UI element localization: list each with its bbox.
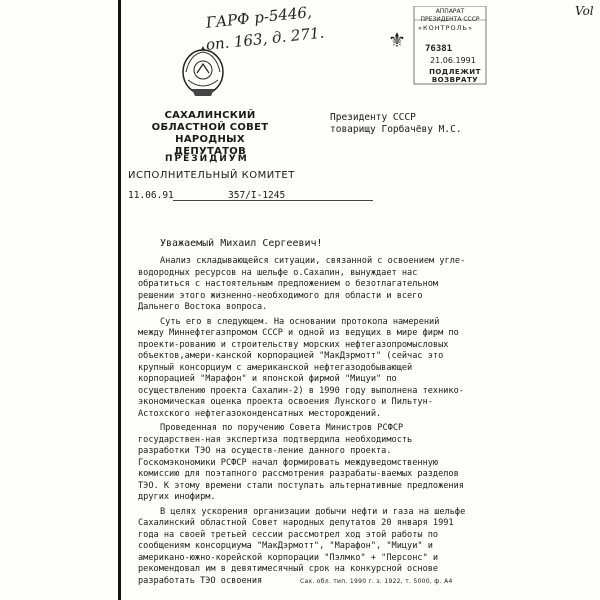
print-footnote: Сах. обл. тип. 1990 г. з. 1922, т. 5000, ф. А4 <box>300 578 453 585</box>
registration-stamp <box>380 6 490 116</box>
stamp-number: 76381 <box>425 44 453 54</box>
salutation: Уважаемый Михаил Сергеевич! <box>160 238 323 249</box>
handwritten-archive-ref-line1: ГАРФ р-5446, <box>205 2 313 32</box>
paragraph-4: В целях ускорения организации добычи нефти и газа на шельфе Сахалинский областной Совет народных депутатов 20 января 1991 года на своей третьей сессии рассмотрел ход этой работы по сообщениям консорциума "МакДэрмотт", "Марафон", "Мицуи" и американо-южно-корейской корпорации "Пэлмко" + "Персонс" и рекомендовал им в девятимесячный срок на конкурсной основе разработать ТЭО освоения <box>138 506 466 586</box>
org-line-2: ОБЛАСТНОЙ СОВЕТ <box>151 122 269 133</box>
coat-of-arms-icon <box>178 42 228 100</box>
underline <box>173 200 373 201</box>
stamp-title: АППАРАТ ПРЕЗИДЕНТА СССР <box>420 8 480 23</box>
org-line-3: НАРОДНЫХ ДЕПУТАТОВ <box>173 134 247 157</box>
stamp-return-notice: ПОДЛЕЖИТ ВОЗВРАТУ <box>429 68 481 84</box>
paragraph-1: Анализ складывающейся ситуации, связанной с освоением угле-водородных ресурсов на шельфе о.Сахалин, вынуждает нас обратиться с настоятельным предложением о безотлагательном решении этого жизненно-необходимого для области и всего Дальнего Востока вопроса. <box>138 256 466 312</box>
document-date: 11.06.91 <box>128 190 174 201</box>
date-and-number-line <box>128 190 286 201</box>
handwritten-archive-ref-line2: оп. 163, д. 271. <box>205 23 326 54</box>
letterhead-presidium: ПРЕЗИДИУМ <box>165 154 249 164</box>
stamp-date: 21.06.1991 <box>430 56 476 65</box>
paragraph-2: Суть его в следующем. На основании протокола намерений между Миннефтегазпромом СССР и одной из ведущих в мире фирм по проекти-рованию и строительству морских нефтегазопромысловых объектов,амери-канской корпорацией "МакДэрмотт" (сейчас это крупный консорциум с американской нефтегазодобывающей корпорацией "Марафон" и японской фирмой "Мицуи" по осуществлению проекта Сахалин-2) в 1990 году выполнена технико-экономическая оценка проекта освоения Лунского и Пильтун-Астохского нефтегазоконденсатных месторождений. <box>138 316 464 419</box>
org-line-1: САХАЛИНСКИЙ <box>164 110 256 121</box>
addressee-line-2: товарищу Горбачёву М.С. <box>330 124 462 135</box>
page-left-edge <box>118 0 121 600</box>
letterhead-committee: ИСПОЛНИТЕЛЬНЫЙ КОМИТЕТ <box>128 170 295 181</box>
paragraph-3: Проведенная по поручению Совета Министров РСФСР государствен-ная экспертиза подтвердила необходимость разработки ТЭО на осуществ-ление данного проекта. Госкомэкономики РСФСР начал формировать междуведомственную комиссию для поэтапного рассмотрения разрабаты-ваемых разделов ТЭО. К этому времени стали поступать альтернативные предложения других инофирм. <box>138 423 464 502</box>
document-number: 357/I-1245 <box>228 190 286 201</box>
addressee-line-1: Президенту СССР <box>330 112 416 123</box>
letterhead-organization <box>140 110 280 158</box>
corner-mark: Vol <box>575 4 594 18</box>
stamp-emblem-icon: ⚜ <box>388 28 406 52</box>
addressee-block <box>330 112 462 136</box>
letter-body <box>138 256 468 590</box>
stamp-control: «КОНТРОЛЬ» <box>418 24 473 32</box>
